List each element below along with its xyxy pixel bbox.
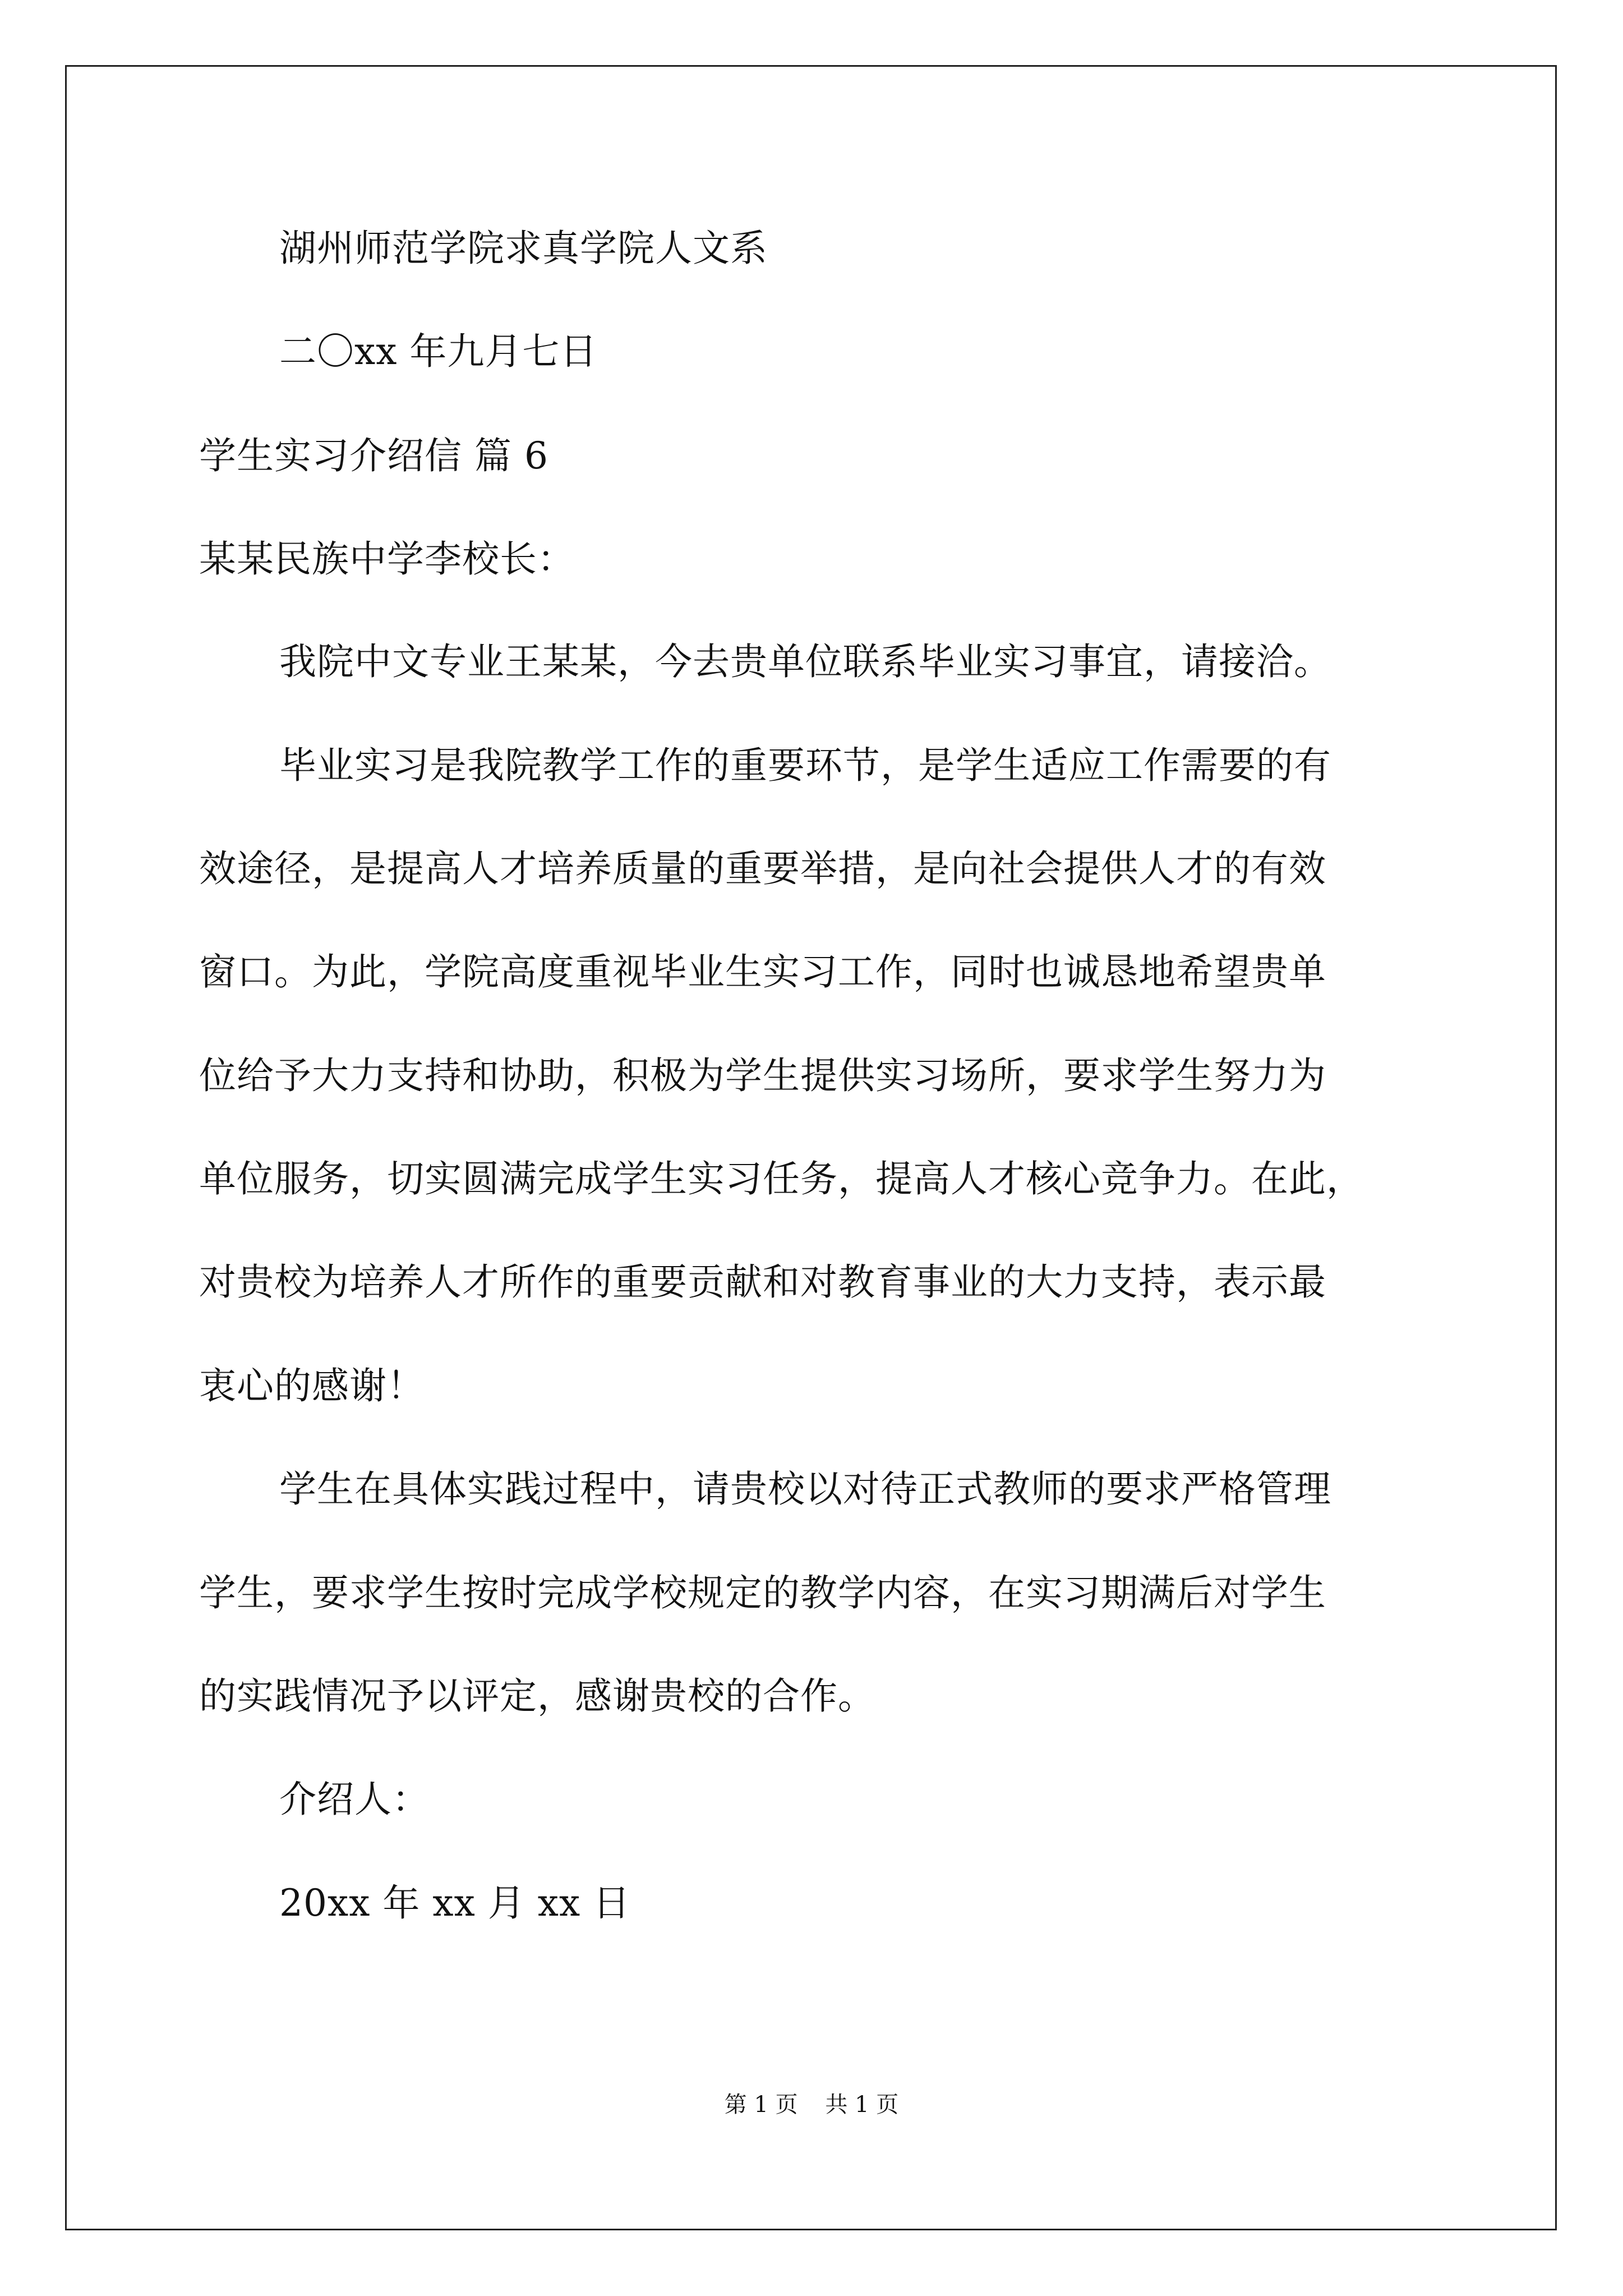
page-number-current: 第 1 页 <box>724 2092 798 2118</box>
body-paragraph-3-line-1: 学生在具体实践过程中，请贵校以对待正式教师的要求严格管理 <box>279 1467 1331 1511</box>
body-paragraph-2-line-2: 效途径，是提高人才培养质量的重要举措，是向社会提供人才的有效 <box>199 847 1326 890</box>
introducer-label: 介绍人： <box>279 1778 430 1821</box>
page-number-total: 共 1 页 <box>825 2092 899 2118</box>
page-footer <box>0 2088 1623 2122</box>
issuer-department: 湖州师范学院求真学院人文系 <box>279 227 768 270</box>
body-paragraph-2-line-5: 单位服务，切实圆满完成学生实习任务，提高人才核心竞争力。在此， <box>199 1157 1364 1200</box>
salutation: 某某民族中学李校长： <box>199 537 575 581</box>
issue-date: 二〇xx 年九月七日 <box>279 330 598 373</box>
body-paragraph-2-line-3: 窗口。为此，学院高度重视毕业生实习工作，同时也诚恳地希望贵单 <box>199 950 1326 993</box>
section-heading: 学生实习介绍信 篇 6 <box>199 434 548 477</box>
body-paragraph-3-line-3: 的实践情况予以评定，感谢贵校的合作。 <box>199 1674 875 1718</box>
body-paragraph-2-line-6: 对贵校为培养人才所作的重要贡献和对教育事业的大力支持，表示最 <box>199 1260 1326 1304</box>
body-paragraph-1-line-1: 我院中文专业王某某，今去贵单位联系毕业实习事宜，请接洽。 <box>279 640 1331 683</box>
body-paragraph-2-line-1: 毕业实习是我院教学工作的重要环节，是学生适应工作需要的有 <box>279 744 1331 787</box>
body-paragraph-2-line-7: 衷心的感谢！ <box>199 1364 425 1407</box>
body-paragraph-3-line-2: 学生，要求学生按时完成学校规定的教学内容，在实习期满后对学生 <box>199 1571 1326 1614</box>
signature-date: 20xx 年 xx 月 xx 日 <box>279 1881 631 1925</box>
body-paragraph-2-line-4: 位给予大力支持和协助，积极为学生提供实习场所，要求学生努力为 <box>199 1054 1326 1097</box>
